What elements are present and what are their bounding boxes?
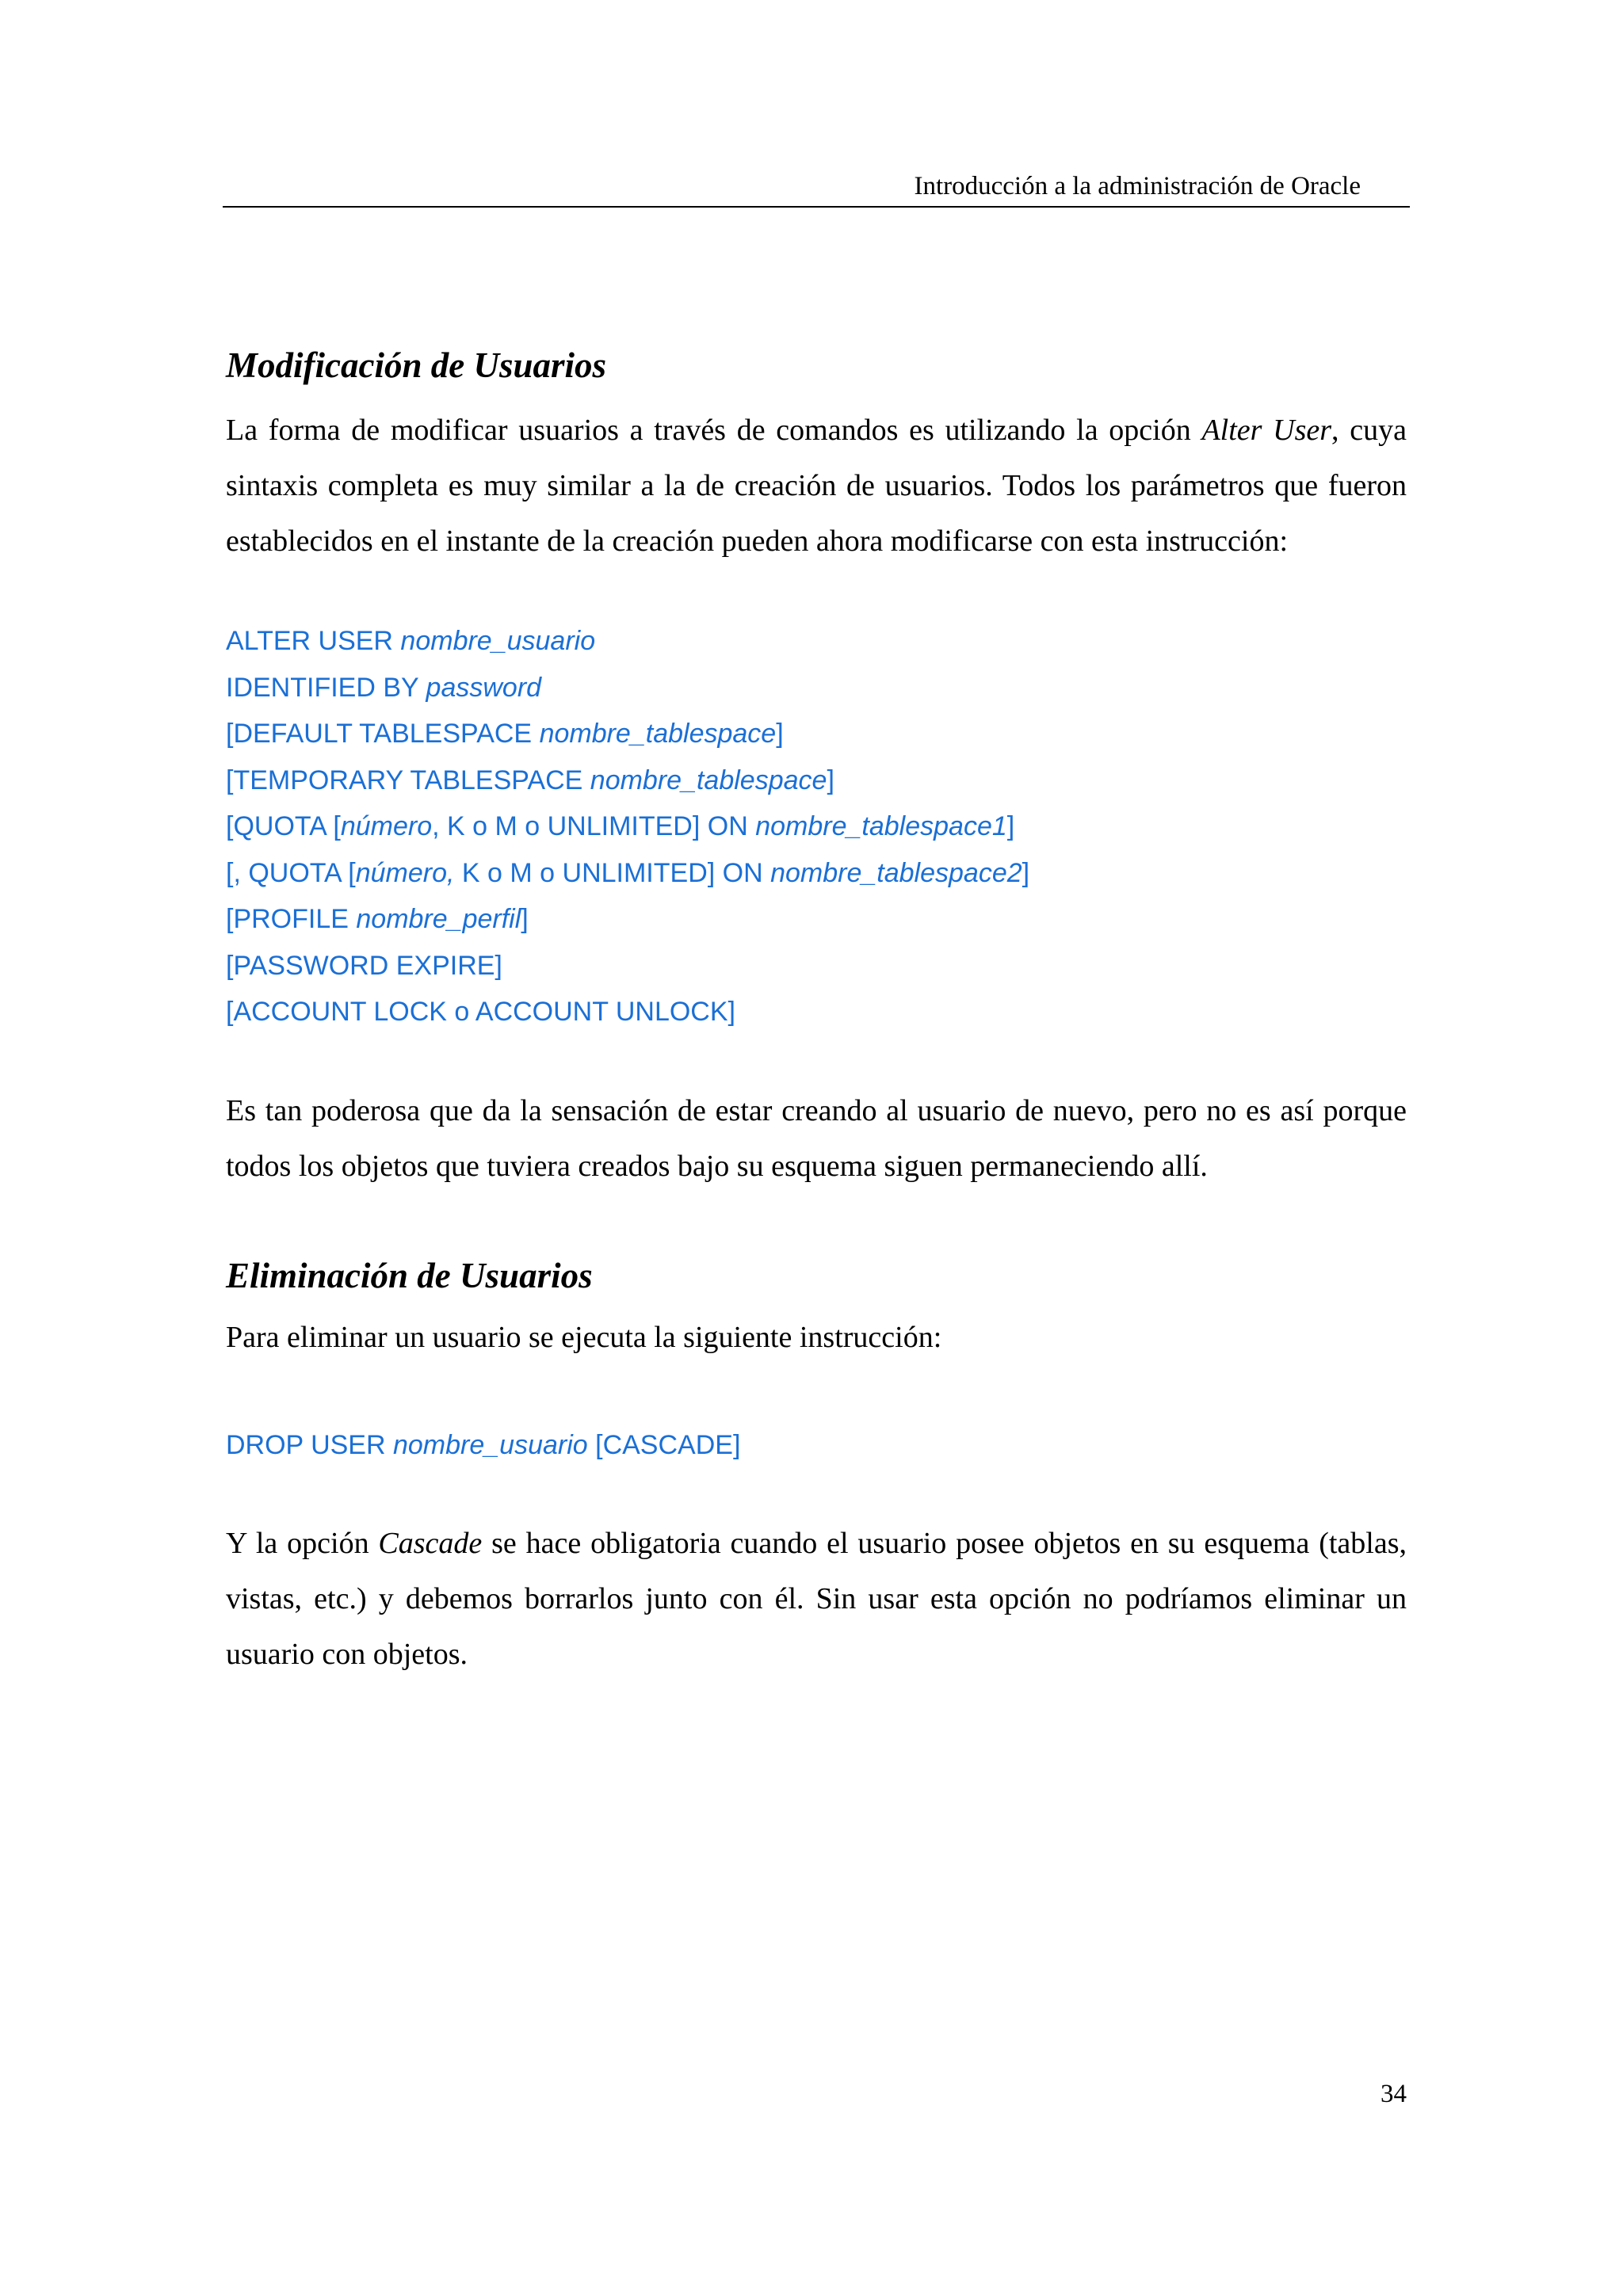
code-line: [226, 757, 1407, 804]
code-line: [226, 618, 1407, 665]
code-line: [226, 803, 1407, 850]
term-alter-user: Alter User: [1201, 414, 1332, 447]
code-keyword: ]: [827, 765, 834, 795]
code-keyword: ]: [776, 719, 784, 749]
section-heading-eliminacion: Eliminación de Usuarios: [226, 1255, 593, 1295]
code-keyword: ]: [1022, 857, 1030, 888]
paragraph-modificacion-after-code: Es tan poderosa que da la sensación de estar creando al usuario de nuevo, pero no es así porque todos los objetos que tuviera creados bajo su esquema siguen permaneciendo allí.: [226, 1093, 1407, 1183]
code-param: nombre_tablespace2: [770, 857, 1022, 888]
paragraph-eliminacion-after-code: [226, 1516, 1407, 1682]
code-keyword: K o M o UNLIMITED] ON: [454, 857, 771, 888]
code-line: [226, 850, 1407, 897]
paragraph-modificacion-intro: [226, 402, 1407, 569]
code-param: password: [426, 672, 542, 703]
code-keyword: IDENTIFIED BY: [226, 672, 426, 703]
intro-text-end: , cuya sintaxis completa es muy similar a la de creación de usuarios. Todos los parámetros que fueron establecidos en el instante de la creación pueden ahora modificarse con esta instrucción:: [226, 414, 1407, 558]
code-keyword: [PASSWORD EXPIRE]: [226, 950, 502, 981]
code-keyword: [TEMPORARY TABLESPACE: [226, 765, 590, 795]
code-keyword: , K o M o UNLIMITED] ON: [432, 811, 756, 841]
cascade-text-end: se hace obligatoria cuando el usuario posee objetos en su esquema (tablas, vistas, etc.) y debemos borrarlos junto con él. Sin usar esta opción no podríamos eliminar un usuario con objetos.: [226, 1527, 1407, 1671]
code-param: nombre_perfil: [356, 904, 521, 934]
header-rule: [223, 206, 1410, 208]
code-keyword: [QUOTA [: [226, 811, 341, 841]
intro-text-start: La forma de modificar usuarios a través de comandos es utilizando la opción: [226, 414, 1202, 447]
code-param: número: [340, 811, 433, 841]
code-line: [226, 665, 1407, 711]
code-keyword: ]: [521, 904, 529, 934]
code-keyword: ALTER USER: [226, 626, 401, 656]
code-line: [226, 989, 1407, 1035]
code-param: nombre_tablespace: [539, 719, 777, 749]
code-keyword: [ACCOUNT LOCK o ACCOUNT UNLOCK]: [226, 997, 735, 1027]
code-line: [226, 943, 1407, 990]
code-line: [226, 1422, 1407, 1469]
running-header: Introducción a la administración de Oracle: [914, 172, 1361, 200]
code-line: [226, 711, 1407, 757]
paragraph-eliminacion-intro: Para eliminar un usuario se ejecuta la siguiente instrucción:: [226, 1320, 942, 1354]
code-param: nombre_tablespace1: [755, 811, 1007, 841]
code-param: nombre_usuario: [392, 1429, 588, 1460]
code-block-drop-user: [226, 1422, 1407, 1469]
code-keyword: [DEFAULT TABLESPACE: [226, 719, 540, 749]
term-cascade: Cascade: [378, 1527, 483, 1560]
code-keyword: [PROFILE: [226, 904, 357, 934]
section-heading-modificacion: Modificación de Usuarios: [226, 345, 607, 385]
code-keyword: ]: [1006, 811, 1015, 841]
code-keyword: [, QUOTA [: [226, 857, 356, 888]
code-line: [226, 896, 1407, 943]
code-keyword: DROP USER: [226, 1429, 393, 1460]
cascade-text-start: Y la opción: [226, 1527, 379, 1560]
code-block-alter-user: [226, 618, 1407, 1035]
code-keyword: [CASCADE]: [587, 1429, 741, 1460]
code-param: nombre_usuario: [400, 626, 596, 656]
page-content: [226, 333, 1407, 1682]
page-number: 34: [1381, 2080, 1407, 2108]
code-param: nombre_tablespace: [590, 765, 827, 795]
code-param: número,: [355, 857, 455, 888]
